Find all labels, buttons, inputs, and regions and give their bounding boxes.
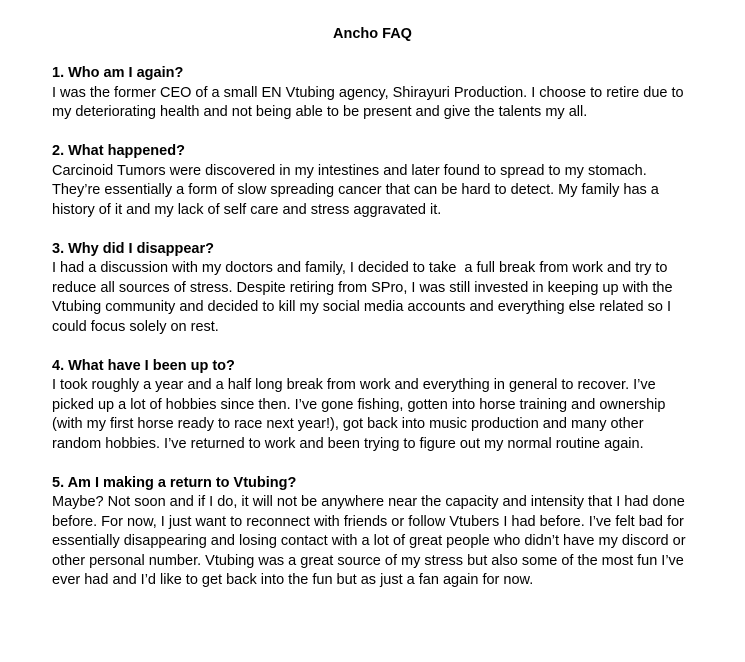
faq-question: 1. Who am I again? (52, 65, 184, 81)
faq-item-1 (52, 64, 693, 123)
faq-question: 3. Why did I disappear? (52, 240, 214, 257)
faq-question: 2. What happened? (52, 143, 185, 159)
faq-answer: I took roughly a year and a half long break from work and everything in general to recover. I’ve picked up a lot of hobbies since then. I’ve gone fishing, gotten into horse training and ownership (with my first horse ready to race next year!), got back into music production and many other random hobbies. I’ve returned to work and been trying to figure out my normal routine again. (52, 377, 670, 452)
faq-question: 5. Am I making a return to Vtubing? (52, 474, 297, 491)
faq-answer: Carcinoid Tumors were discovered in my intestines and later found to spread to my stomach. They’re essentially a form of slow spreading cancer that can be hard to detect. My family has a history of it and my lack of self care and stress aggravated it. (52, 162, 663, 218)
faq-item-5 (52, 474, 693, 591)
faq-answer: I had a discussion with my doctors and family, I decided to take a full break from work and try to reduce all sources of stress. Despite retiring from SPro, I was still invested in keeping up with the Vtubing community and decided to kill my social media accounts and everything else related so I could focus solely on rest. (52, 260, 677, 335)
faq-item-3 (52, 240, 693, 338)
faq-item-2 (52, 142, 693, 220)
faq-answer: I was the former CEO of a small EN Vtubing agency, Shirayuri Production. I choose to retire due to my deteriorating health and not being able to be present and give the talents my all. (52, 84, 688, 120)
faq-question: 4. What have I been up to? (52, 357, 235, 374)
document-title: Ancho FAQ (333, 26, 412, 42)
faq-answer: Maybe? Not soon and if I do, it will not be anywhere near the capacity and intensity that I had done before. For now, I just want to reconnect with friends or follow Vtubers I had before. I’ve felt bad for essentially disappearing and losing contact with a lot of great people who didn’t have my discord or other personal number. Vtubing was a great source of my stress but also some of the most fun I’ve ever had and I’d like to get back into the fun but as just a fan again for now. (52, 494, 690, 588)
faq-item-4 (52, 357, 693, 455)
